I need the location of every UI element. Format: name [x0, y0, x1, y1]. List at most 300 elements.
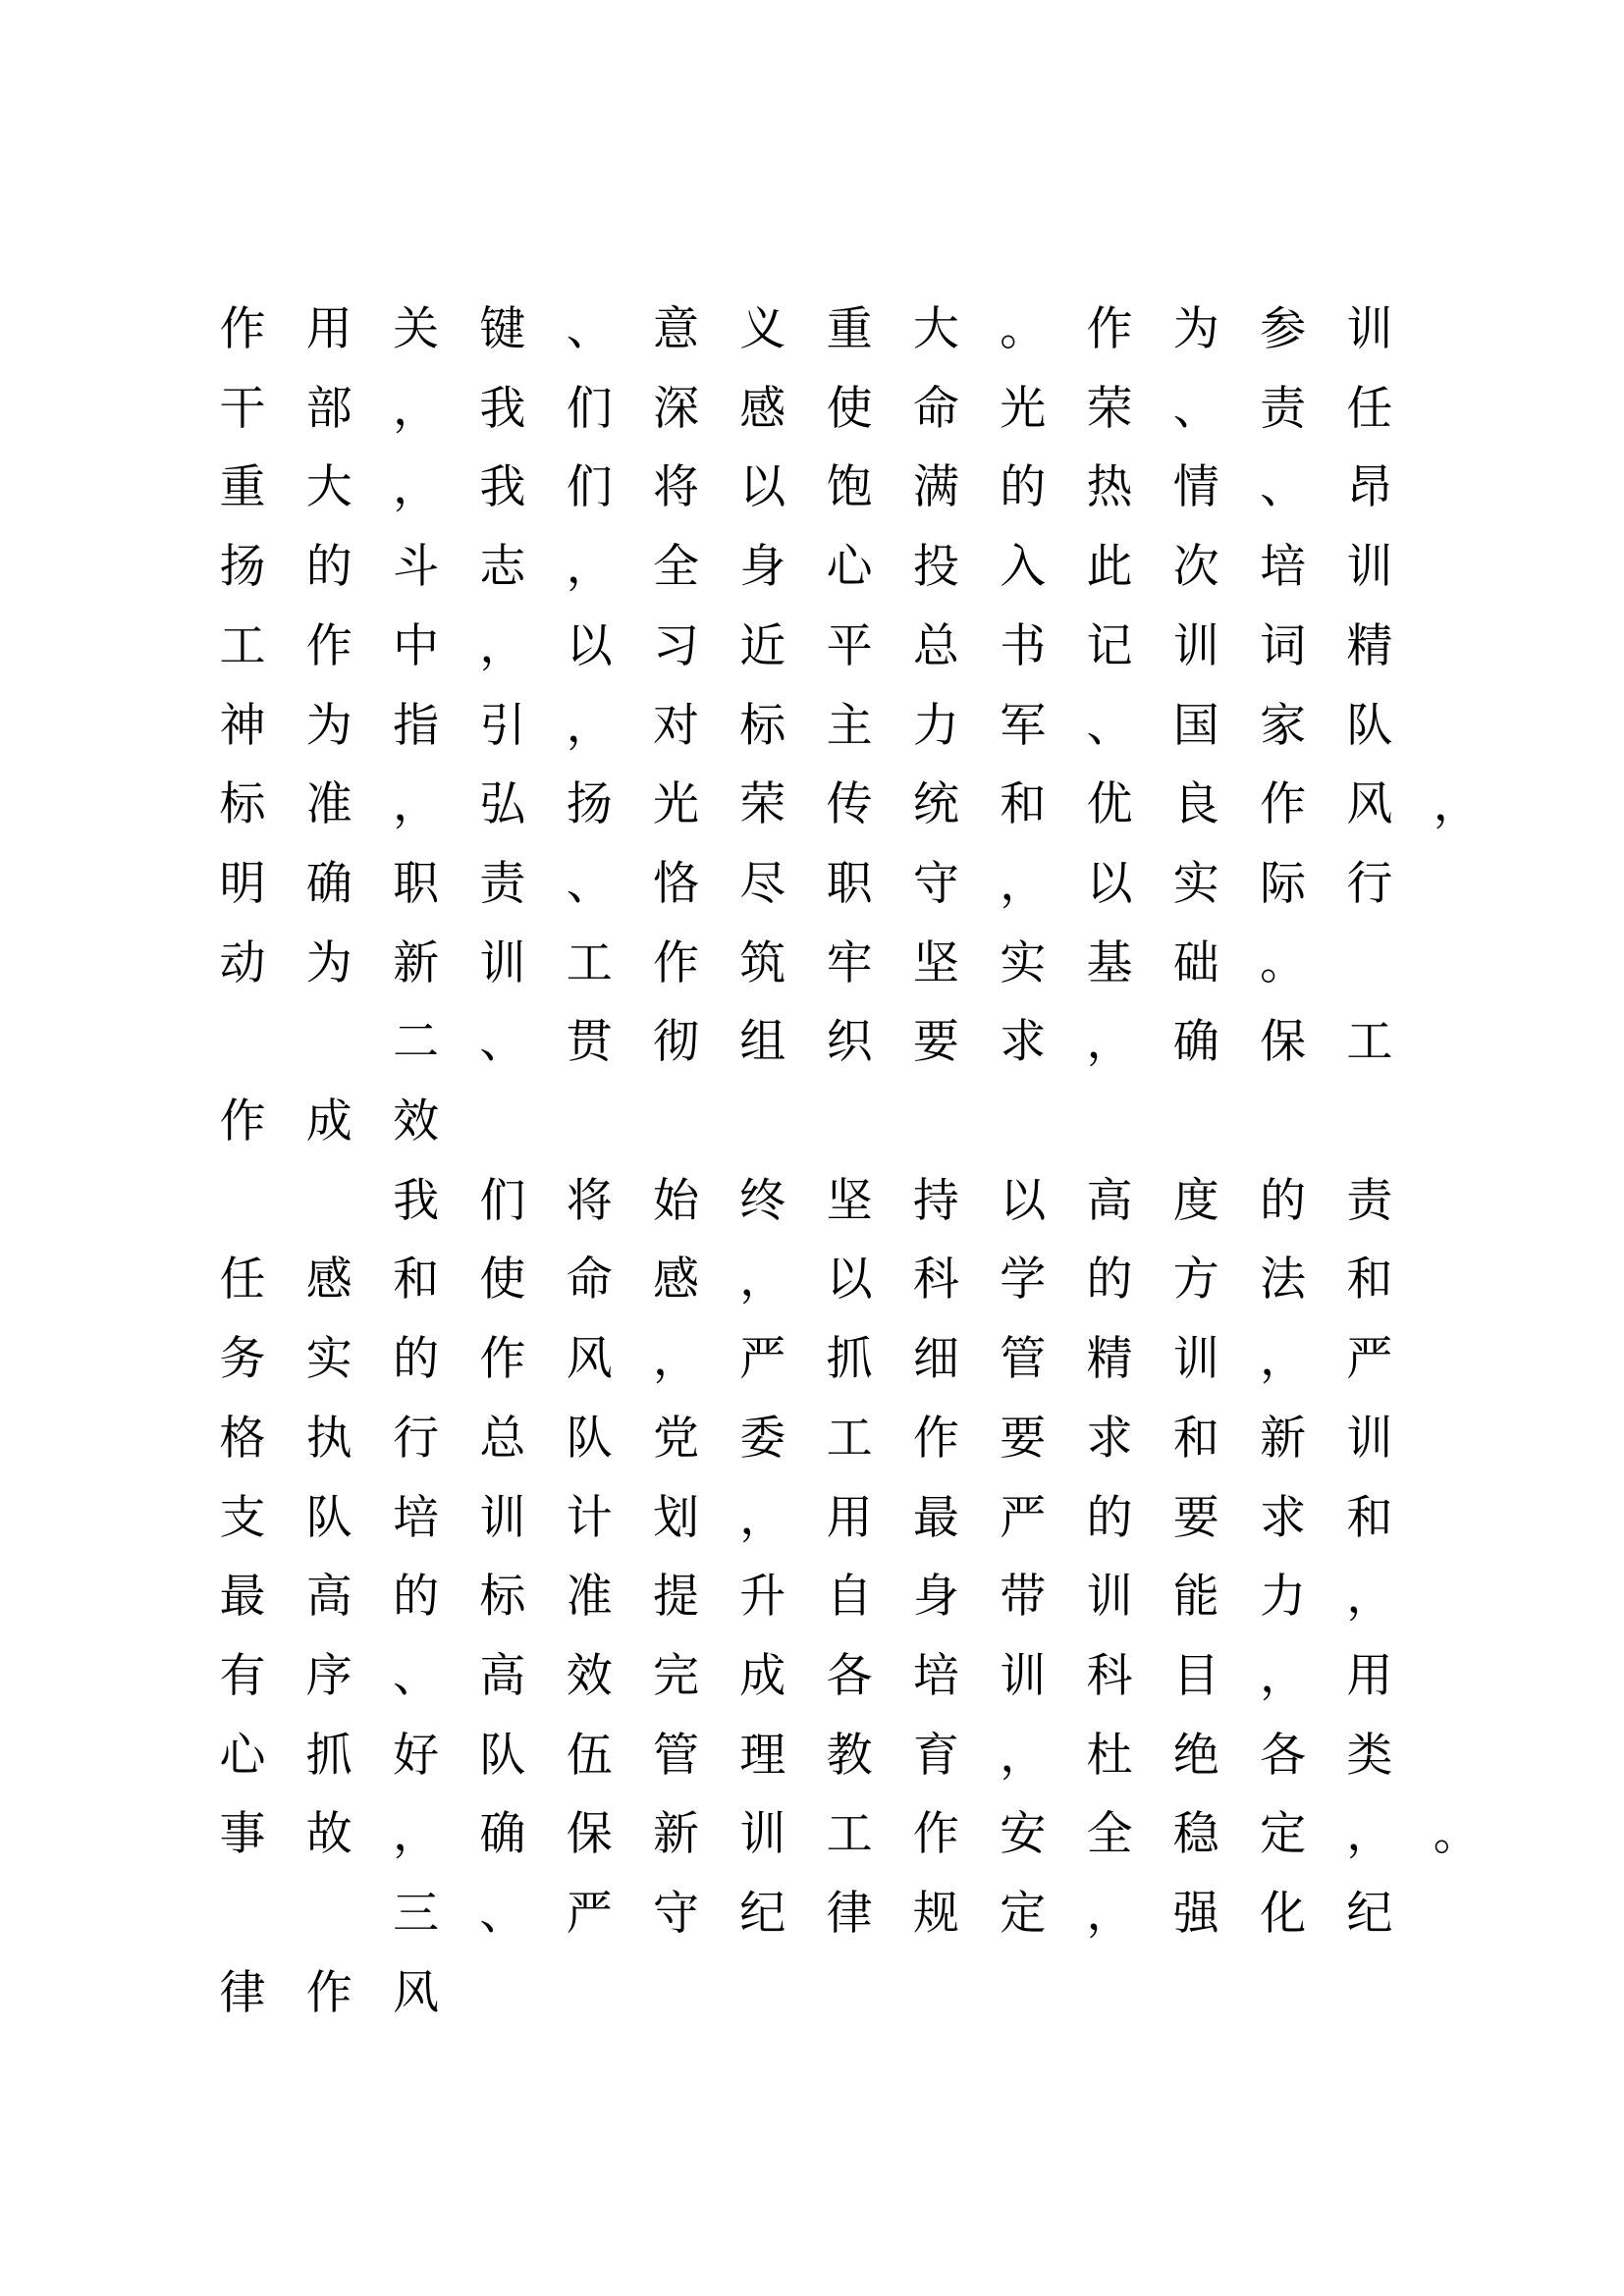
text-char: 队 [305, 1490, 352, 1545]
text-char: 重 [219, 460, 266, 515]
text-char: 书 [1000, 618, 1047, 673]
text-line [0, 1330, 1624, 1389]
text-char: 教 [826, 1728, 873, 1783]
text-char: 风 [1346, 777, 1393, 832]
text-char: 序 [305, 1648, 352, 1703]
text-char: 规 [912, 1887, 959, 1941]
text-char: 关 [393, 302, 440, 356]
text-char: 命 [912, 381, 959, 436]
text-char: 以 [826, 1253, 873, 1308]
text-char: 。 [1433, 1807, 1480, 1862]
text-char: 总 [479, 1411, 526, 1466]
text-char: 大 [305, 460, 352, 515]
text-char: 贯 [566, 1015, 613, 1070]
text-char: 光 [1000, 381, 1047, 436]
text-char: 事 [219, 1807, 266, 1862]
text-char: 用 [1346, 1648, 1393, 1703]
text-char: 使 [826, 381, 873, 436]
text-char: 终 [739, 1173, 786, 1228]
text-char: 和 [1000, 777, 1047, 832]
text-char: 训 [1172, 618, 1219, 673]
text-char: 管 [1000, 1332, 1047, 1387]
text-char: ， [393, 777, 440, 832]
text-char: 标 [479, 1570, 526, 1625]
text-char: 要 [912, 1015, 959, 1070]
text-char: 要 [1000, 1411, 1047, 1466]
text-char: 求 [1260, 1490, 1307, 1545]
text-char: 任 [1346, 381, 1393, 436]
text-char: 工 [826, 1807, 873, 1862]
text-char: 作 [219, 302, 266, 356]
text-char: 作 [219, 1095, 266, 1148]
text-char: 的 [1260, 1173, 1307, 1228]
text-char: 扬 [219, 540, 266, 595]
text-char: 、 [566, 856, 613, 911]
text-char: 求 [1000, 1015, 1047, 1070]
text-char: 科 [912, 1253, 959, 1308]
text-char: 作 [479, 1332, 526, 1387]
text-char: 理 [739, 1728, 786, 1783]
text-char: 和 [1346, 1253, 1393, 1308]
text-char: 有 [219, 1648, 266, 1703]
text-char: 力 [912, 698, 959, 753]
text-char: 法 [1260, 1253, 1307, 1308]
text-char: 准 [566, 1570, 613, 1625]
text-line [0, 1885, 1624, 1944]
text-line [0, 1727, 1624, 1786]
text-char: 光 [653, 777, 699, 832]
text-char: ， [393, 460, 440, 515]
text-char: 基 [1086, 935, 1133, 990]
text-char: 作 [305, 618, 352, 673]
text-char: 高 [1086, 1173, 1133, 1228]
text-char: 作 [912, 1807, 959, 1862]
text-char: 严 [739, 1332, 786, 1387]
text-char: 成 [305, 1095, 352, 1148]
text-char: ， [739, 1253, 786, 1308]
text-char: 感 [739, 381, 786, 436]
text-char: 准 [305, 777, 352, 832]
text-char: 确 [479, 1807, 526, 1862]
text-char: 管 [653, 1728, 699, 1783]
text-char: 安 [1000, 1807, 1047, 1862]
text-char: 格 [219, 1411, 266, 1466]
text-char: 队 [479, 1728, 526, 1783]
text-char: 训 [1172, 1332, 1219, 1387]
text-char: ， [1000, 1728, 1047, 1783]
text-char: 工 [566, 935, 613, 990]
text-char: 和 [1172, 1411, 1219, 1466]
text-char: 行 [1346, 856, 1393, 911]
text-char: 训 [739, 1807, 786, 1862]
text-line [0, 1013, 1624, 1072]
text-line [0, 300, 1624, 359]
text-char: 感 [653, 1253, 699, 1308]
text-char: 键 [479, 302, 526, 356]
text-line [0, 617, 1624, 676]
text-char: 和 [1346, 1490, 1393, 1545]
text-char: 恪 [653, 856, 699, 911]
text-char: 为 [1172, 302, 1219, 356]
text-char: 各 [826, 1648, 873, 1703]
text-char: 学 [1000, 1253, 1047, 1308]
text-char: 支 [219, 1490, 266, 1545]
text-char: 荣 [1086, 381, 1133, 436]
text-char: 词 [1260, 618, 1307, 673]
text-char: 训 [1086, 1570, 1133, 1625]
text-char: 工 [826, 1411, 873, 1466]
text-char: 细 [912, 1332, 959, 1387]
text-char: 严 [566, 1887, 613, 1941]
text-char: ， [1346, 1570, 1393, 1625]
text-char: 斗 [393, 540, 440, 595]
text-char: 优 [1086, 777, 1133, 832]
text-char: 投 [912, 540, 959, 595]
text-line [0, 1964, 1624, 2023]
text-char: 实 [1000, 935, 1047, 990]
text-char: 新 [653, 1807, 699, 1862]
text-char: 各 [1260, 1728, 1307, 1783]
text-char: 重 [826, 302, 873, 356]
text-char: 力 [1260, 1570, 1307, 1625]
text-char: 将 [566, 1173, 613, 1228]
text-char: 目 [1172, 1648, 1219, 1703]
text-char: 提 [653, 1570, 699, 1625]
text-char: 的 [1086, 1490, 1133, 1545]
text-char: 队 [1346, 698, 1393, 753]
text-char: 严 [1000, 1490, 1047, 1545]
text-char: 我 [479, 460, 526, 515]
text-char: 我 [479, 381, 526, 436]
text-char: 工 [1346, 1015, 1393, 1070]
text-char: 、 [1172, 381, 1219, 436]
text-char: 情 [1172, 460, 1219, 515]
text-char: 平 [826, 618, 873, 673]
text-char: 务 [219, 1332, 266, 1387]
text-char: 热 [1086, 460, 1133, 515]
text-char: 义 [739, 302, 786, 356]
text-line [0, 1805, 1624, 1864]
text-char: 绝 [1172, 1728, 1219, 1783]
text-char: 作 [912, 1411, 959, 1466]
text-char: 昂 [1346, 460, 1393, 515]
text-char: 坚 [826, 1173, 873, 1228]
text-char: 和 [393, 1253, 440, 1308]
text-char: 们 [566, 381, 613, 436]
text-line [0, 1251, 1624, 1309]
text-char: 训 [1346, 302, 1393, 356]
text-char: 自 [826, 1570, 873, 1625]
text-char: 用 [305, 302, 352, 356]
text-char: ， [566, 540, 613, 595]
text-char: 责 [1346, 1173, 1393, 1228]
text-char: 动 [219, 935, 266, 990]
text-char: 弘 [479, 777, 526, 832]
text-char: ， [1260, 1332, 1307, 1387]
text-char: 饱 [826, 460, 873, 515]
text-char: 筑 [739, 935, 786, 990]
text-char: 确 [305, 856, 352, 911]
text-line [0, 458, 1624, 517]
text-char: 近 [739, 618, 786, 673]
text-char: 最 [219, 1570, 266, 1625]
text-char: 的 [305, 540, 352, 595]
text-char: 心 [826, 540, 873, 595]
text-char: 队 [566, 1411, 613, 1466]
text-char: 中 [393, 618, 440, 673]
text-char: 的 [393, 1570, 440, 1625]
text-char: 抓 [826, 1332, 873, 1387]
text-char: 引 [479, 698, 526, 753]
text-char: 始 [653, 1173, 699, 1228]
text-char: ， [1000, 856, 1047, 911]
text-char: 二 [393, 1015, 440, 1070]
text-char: 坚 [912, 935, 959, 990]
text-char: 训 [479, 935, 526, 990]
text-line [0, 775, 1624, 834]
text-char: 作 [1086, 302, 1133, 356]
text-char: 以 [739, 460, 786, 515]
text-char: 守 [653, 1887, 699, 1941]
text-char: 际 [1260, 856, 1307, 911]
text-char: 对 [653, 698, 699, 753]
text-char: 高 [479, 1648, 526, 1703]
text-char: 工 [219, 618, 266, 673]
text-char: 总 [912, 618, 959, 673]
text-char: 神 [219, 698, 266, 753]
text-char: 故 [305, 1807, 352, 1862]
text-char: 、 [393, 1648, 440, 1703]
text-char: 类 [1346, 1728, 1393, 1783]
text-char: 作 [653, 935, 699, 990]
text-char: 保 [566, 1807, 613, 1862]
text-char: 主 [826, 698, 873, 753]
text-char: ， [1346, 1807, 1393, 1862]
text-char: 划 [653, 1490, 699, 1545]
text-char: 家 [1260, 698, 1307, 753]
text-char: 定 [1260, 1807, 1307, 1862]
text-char: 方 [1172, 1253, 1219, 1308]
text-char: 的 [393, 1332, 440, 1387]
text-char: 化 [1260, 1887, 1307, 1941]
text-char: 育 [912, 1728, 959, 1783]
text-char: 意 [653, 302, 699, 356]
text-char: 满 [912, 460, 959, 515]
text-char: 责 [1260, 381, 1307, 436]
text-char: 严 [1346, 1332, 1393, 1387]
text-char: 精 [1086, 1332, 1133, 1387]
text-char: 律 [219, 1965, 266, 2020]
text-char: ， [479, 618, 526, 673]
text-char: 次 [1172, 540, 1219, 595]
text-char: 为 [305, 698, 352, 753]
text-line [0, 380, 1624, 439]
text-char: 执 [305, 1411, 352, 1466]
text-char: ， [1086, 1015, 1133, 1070]
text-char: 训 [1000, 1648, 1047, 1703]
text-char: 深 [653, 381, 699, 436]
text-char: 实 [305, 1332, 352, 1387]
text-char: 尽 [739, 856, 786, 911]
text-char: 身 [739, 540, 786, 595]
text-char: 、 [1086, 698, 1133, 753]
text-char: 标 [739, 698, 786, 753]
text-char: 伍 [566, 1728, 613, 1783]
text-char: 责 [479, 856, 526, 911]
text-line [0, 1093, 1624, 1151]
text-char: 传 [826, 777, 873, 832]
text-char: ， [1433, 777, 1480, 832]
text-char: 风 [566, 1332, 613, 1387]
text-char: 成 [739, 1648, 786, 1703]
text-char: 求 [1086, 1411, 1133, 1466]
text-char: 组 [739, 1015, 786, 1070]
text-char: 升 [739, 1570, 786, 1625]
text-char: 精 [1346, 618, 1393, 673]
text-char: 效 [393, 1095, 440, 1148]
text-char: 全 [1086, 1807, 1133, 1862]
text-char: 要 [1172, 1490, 1219, 1545]
text-char: 训 [1346, 1411, 1393, 1466]
text-char: 、 [479, 1887, 526, 1941]
text-char: 持 [912, 1173, 959, 1228]
text-char: 完 [653, 1648, 699, 1703]
text-char: ， [566, 698, 613, 753]
text-char: 织 [826, 1015, 873, 1070]
text-char: 实 [1172, 856, 1219, 911]
text-char: ， [1086, 1887, 1133, 1941]
text-char: 感 [305, 1253, 352, 1308]
text-line [0, 1647, 1624, 1706]
text-char: 纪 [1346, 1887, 1393, 1941]
text-char: 带 [1000, 1570, 1047, 1625]
text-char: 参 [1260, 302, 1307, 356]
text-char: 委 [739, 1411, 786, 1466]
text-char: 能 [1172, 1570, 1219, 1625]
text-char: 大 [912, 302, 959, 356]
text-char: 作 [305, 1965, 352, 2020]
text-char: ， [1260, 1648, 1307, 1703]
text-char: 职 [393, 856, 440, 911]
text-line [0, 934, 1624, 993]
text-line [0, 697, 1624, 756]
text-char: ， [393, 1807, 440, 1862]
text-char: 以 [1086, 856, 1133, 911]
text-char: 使 [479, 1253, 526, 1308]
text-char: 国 [1172, 698, 1219, 753]
text-char: 们 [566, 460, 613, 515]
text-char: 命 [566, 1253, 613, 1308]
text-char: 用 [826, 1490, 873, 1545]
text-char: 为 [305, 935, 352, 990]
text-char: 保 [1260, 1015, 1307, 1070]
text-char: 指 [393, 698, 440, 753]
text-char: 确 [1172, 1015, 1219, 1070]
text-char: 。 [1260, 935, 1307, 990]
text-char: 培 [393, 1490, 440, 1545]
text-line [0, 538, 1624, 597]
text-char: 培 [912, 1648, 959, 1703]
text-char: 以 [566, 618, 613, 673]
text-char: 此 [1086, 540, 1133, 595]
text-line [0, 1172, 1624, 1231]
text-char: 度 [1172, 1173, 1219, 1228]
text-char: 新 [393, 935, 440, 990]
text-char: 干 [219, 381, 266, 436]
text-char: 培 [1260, 540, 1307, 595]
text-char: 杜 [1086, 1728, 1133, 1783]
text-char: 训 [479, 1490, 526, 1545]
text-char: ， [653, 1332, 699, 1387]
text-char: 习 [653, 618, 699, 673]
text-char: ， [739, 1490, 786, 1545]
text-char: 志 [479, 540, 526, 595]
text-char: 彻 [653, 1015, 699, 1070]
text-line [0, 1489, 1624, 1548]
text-char: 作 [1260, 777, 1307, 832]
text-char: 职 [826, 856, 873, 911]
text-char: 抓 [305, 1728, 352, 1783]
text-char: 军 [1000, 698, 1047, 753]
text-char: 高 [305, 1570, 352, 1625]
text-char: 荣 [739, 777, 786, 832]
text-line [0, 855, 1624, 914]
text-char: 守 [912, 856, 959, 911]
text-char: 风 [393, 1965, 440, 2020]
text-char: 以 [1000, 1173, 1047, 1228]
text-char: 的 [1000, 460, 1047, 515]
text-char: 我 [393, 1173, 440, 1228]
text-char: 科 [1086, 1648, 1133, 1703]
text-char: 、 [566, 302, 613, 356]
text-char: 部 [305, 381, 352, 436]
text-char: 党 [653, 1411, 699, 1466]
text-char: 扬 [566, 777, 613, 832]
text-char: 统 [912, 777, 959, 832]
text-char: 牢 [826, 935, 873, 990]
text-char: 强 [1172, 1887, 1219, 1941]
text-char: 纪 [739, 1887, 786, 1941]
text-char: 标 [219, 777, 266, 832]
text-char: 将 [653, 460, 699, 515]
text-char: 全 [653, 540, 699, 595]
text-char: 效 [566, 1648, 613, 1703]
text-char: 。 [1000, 302, 1047, 356]
text-char: 入 [1000, 540, 1047, 595]
text-char: 定 [1000, 1887, 1047, 1941]
text-char: 新 [1260, 1411, 1307, 1466]
text-char: 训 [1346, 540, 1393, 595]
text-char: 最 [912, 1490, 959, 1545]
text-char: 、 [1260, 460, 1307, 515]
text-char: 身 [912, 1570, 959, 1625]
text-char: 好 [393, 1728, 440, 1783]
text-char: ， [393, 381, 440, 436]
text-char: 任 [219, 1253, 266, 1308]
text-char: 三 [393, 1887, 440, 1941]
text-char: 记 [1086, 618, 1133, 673]
text-char: 们 [479, 1173, 526, 1228]
text-char: 良 [1172, 777, 1219, 832]
text-char: 行 [393, 1411, 440, 1466]
text-char: 律 [826, 1887, 873, 1941]
text-char: 明 [219, 856, 266, 911]
text-line [0, 1568, 1624, 1627]
text-char: 础 [1172, 935, 1219, 990]
text-char: 的 [1086, 1253, 1133, 1308]
text-char: 、 [479, 1015, 526, 1070]
text-line [0, 1410, 1624, 1468]
